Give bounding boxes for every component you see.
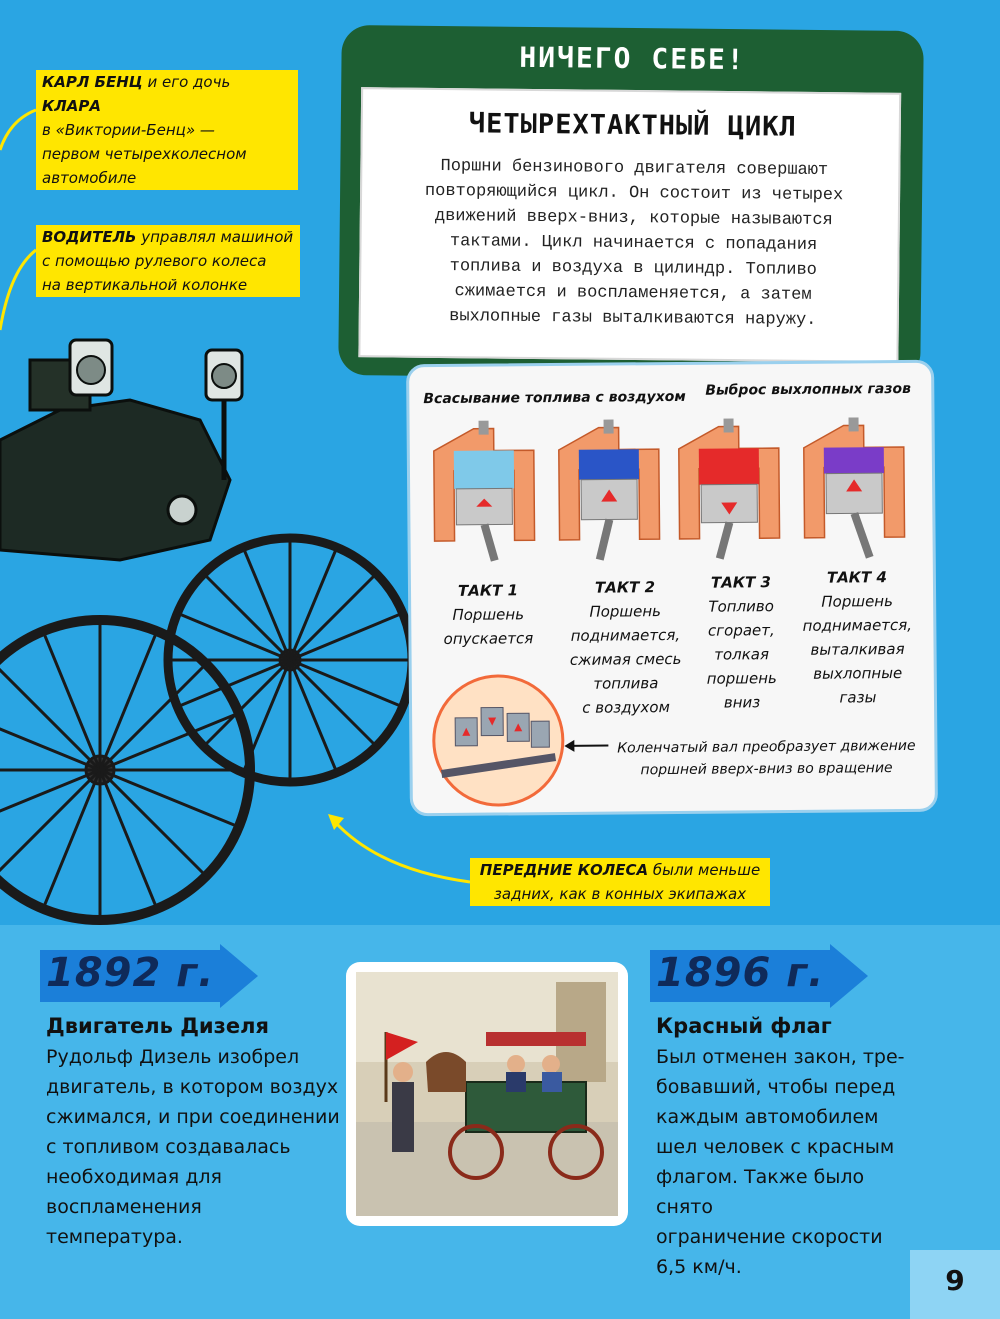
card-text: Поршни бензинового двигателя совершают повторяющийся цикл. Он состоит из четырех движений вверх-вниз, которые называются тактами. Цикл начинается с попадания топлива и воздуха в цилиндр. Топливо сжимается и воспламеняется, а затем выхлопные газы выталкиваются наружу.	[424, 157, 844, 330]
year-1892: 1892 г.	[46, 950, 215, 996]
card-paper	[358, 87, 901, 363]
stroke-1-description: ТАКТ 1 Поршень опускается	[443, 581, 534, 648]
engine-cylinders-diagram	[424, 417, 925, 571]
crankshaft-pointer	[562, 732, 612, 762]
front-wheels-caption-label: ПЕРЕДНИЕ КОЛЕСА были меньше задних, как в конных экипажах	[470, 858, 770, 906]
crankshaft-caption: Коленчатый вал преобразует движение поршней вверх-вниз во вращение	[617, 737, 916, 779]
cylinder-stroke-3	[679, 418, 780, 559]
red-flag-text: Был отменен закон, тре- бовавший, чтобы перед каждым автомобилем шел человек с красным флагом. Также было снято ограничение скорости 6,5 км/ч.	[656, 1046, 905, 1278]
exhaust-caption: Выброс выхлопных газов	[705, 380, 911, 399]
card-header: НИЧЕГО СЕБЕ!	[519, 40, 746, 77]
four-stroke-fact-card	[338, 25, 924, 381]
cylinder-stroke-2	[559, 419, 660, 560]
intake-caption: Всасывание топлива с воздухом	[423, 388, 686, 408]
year-1896: 1896 г.	[656, 950, 825, 996]
diesel-engine-text: Рудольф Дизель изобрел двигатель, в котором воздух сжимался, и при соединении с топливом создавалась необходимая для воспламенения температура.	[46, 1046, 340, 1248]
cylinder-stroke-1	[434, 420, 535, 561]
driver-caption-label: ВОДИТЕЛЬ управлял машиной с помощью рулевого колеса на вертикальной колонке	[36, 225, 300, 297]
cylinder-stroke-4	[804, 417, 905, 558]
red-flag-title: Красный флаг	[656, 1014, 832, 1038]
diesel-engine-title: Двигатель Дизеля	[46, 1014, 269, 1038]
crankshaft-illustration	[432, 674, 565, 807]
stroke-4-description: ТАКТ 4 Поршень поднимается, выталкивая выхлопные газы	[802, 568, 913, 707]
stroke-3-description: ТАКТ 3 Топливо сгорает, толкая поршень вниз	[706, 573, 777, 712]
page-number-box	[910, 1250, 1000, 1319]
red-flag-painting	[346, 962, 628, 1226]
card-title: ЧЕТЫРЕХТАКТНЫЙ ЦИКЛ	[468, 108, 797, 143]
four-stroke-diagram-panel	[406, 360, 938, 817]
stroke-2-description: ТАКТ 2 Поршень поднимается, сжимая смесь топлива с воздухом	[569, 578, 682, 717]
benz-caption-label: КАРЛ БЕНЦ и его дочь КЛАРА в «Виктории-Бенц» — первом четырехколесном автомобиле	[36, 70, 298, 190]
page-number: 9	[945, 1264, 965, 1297]
